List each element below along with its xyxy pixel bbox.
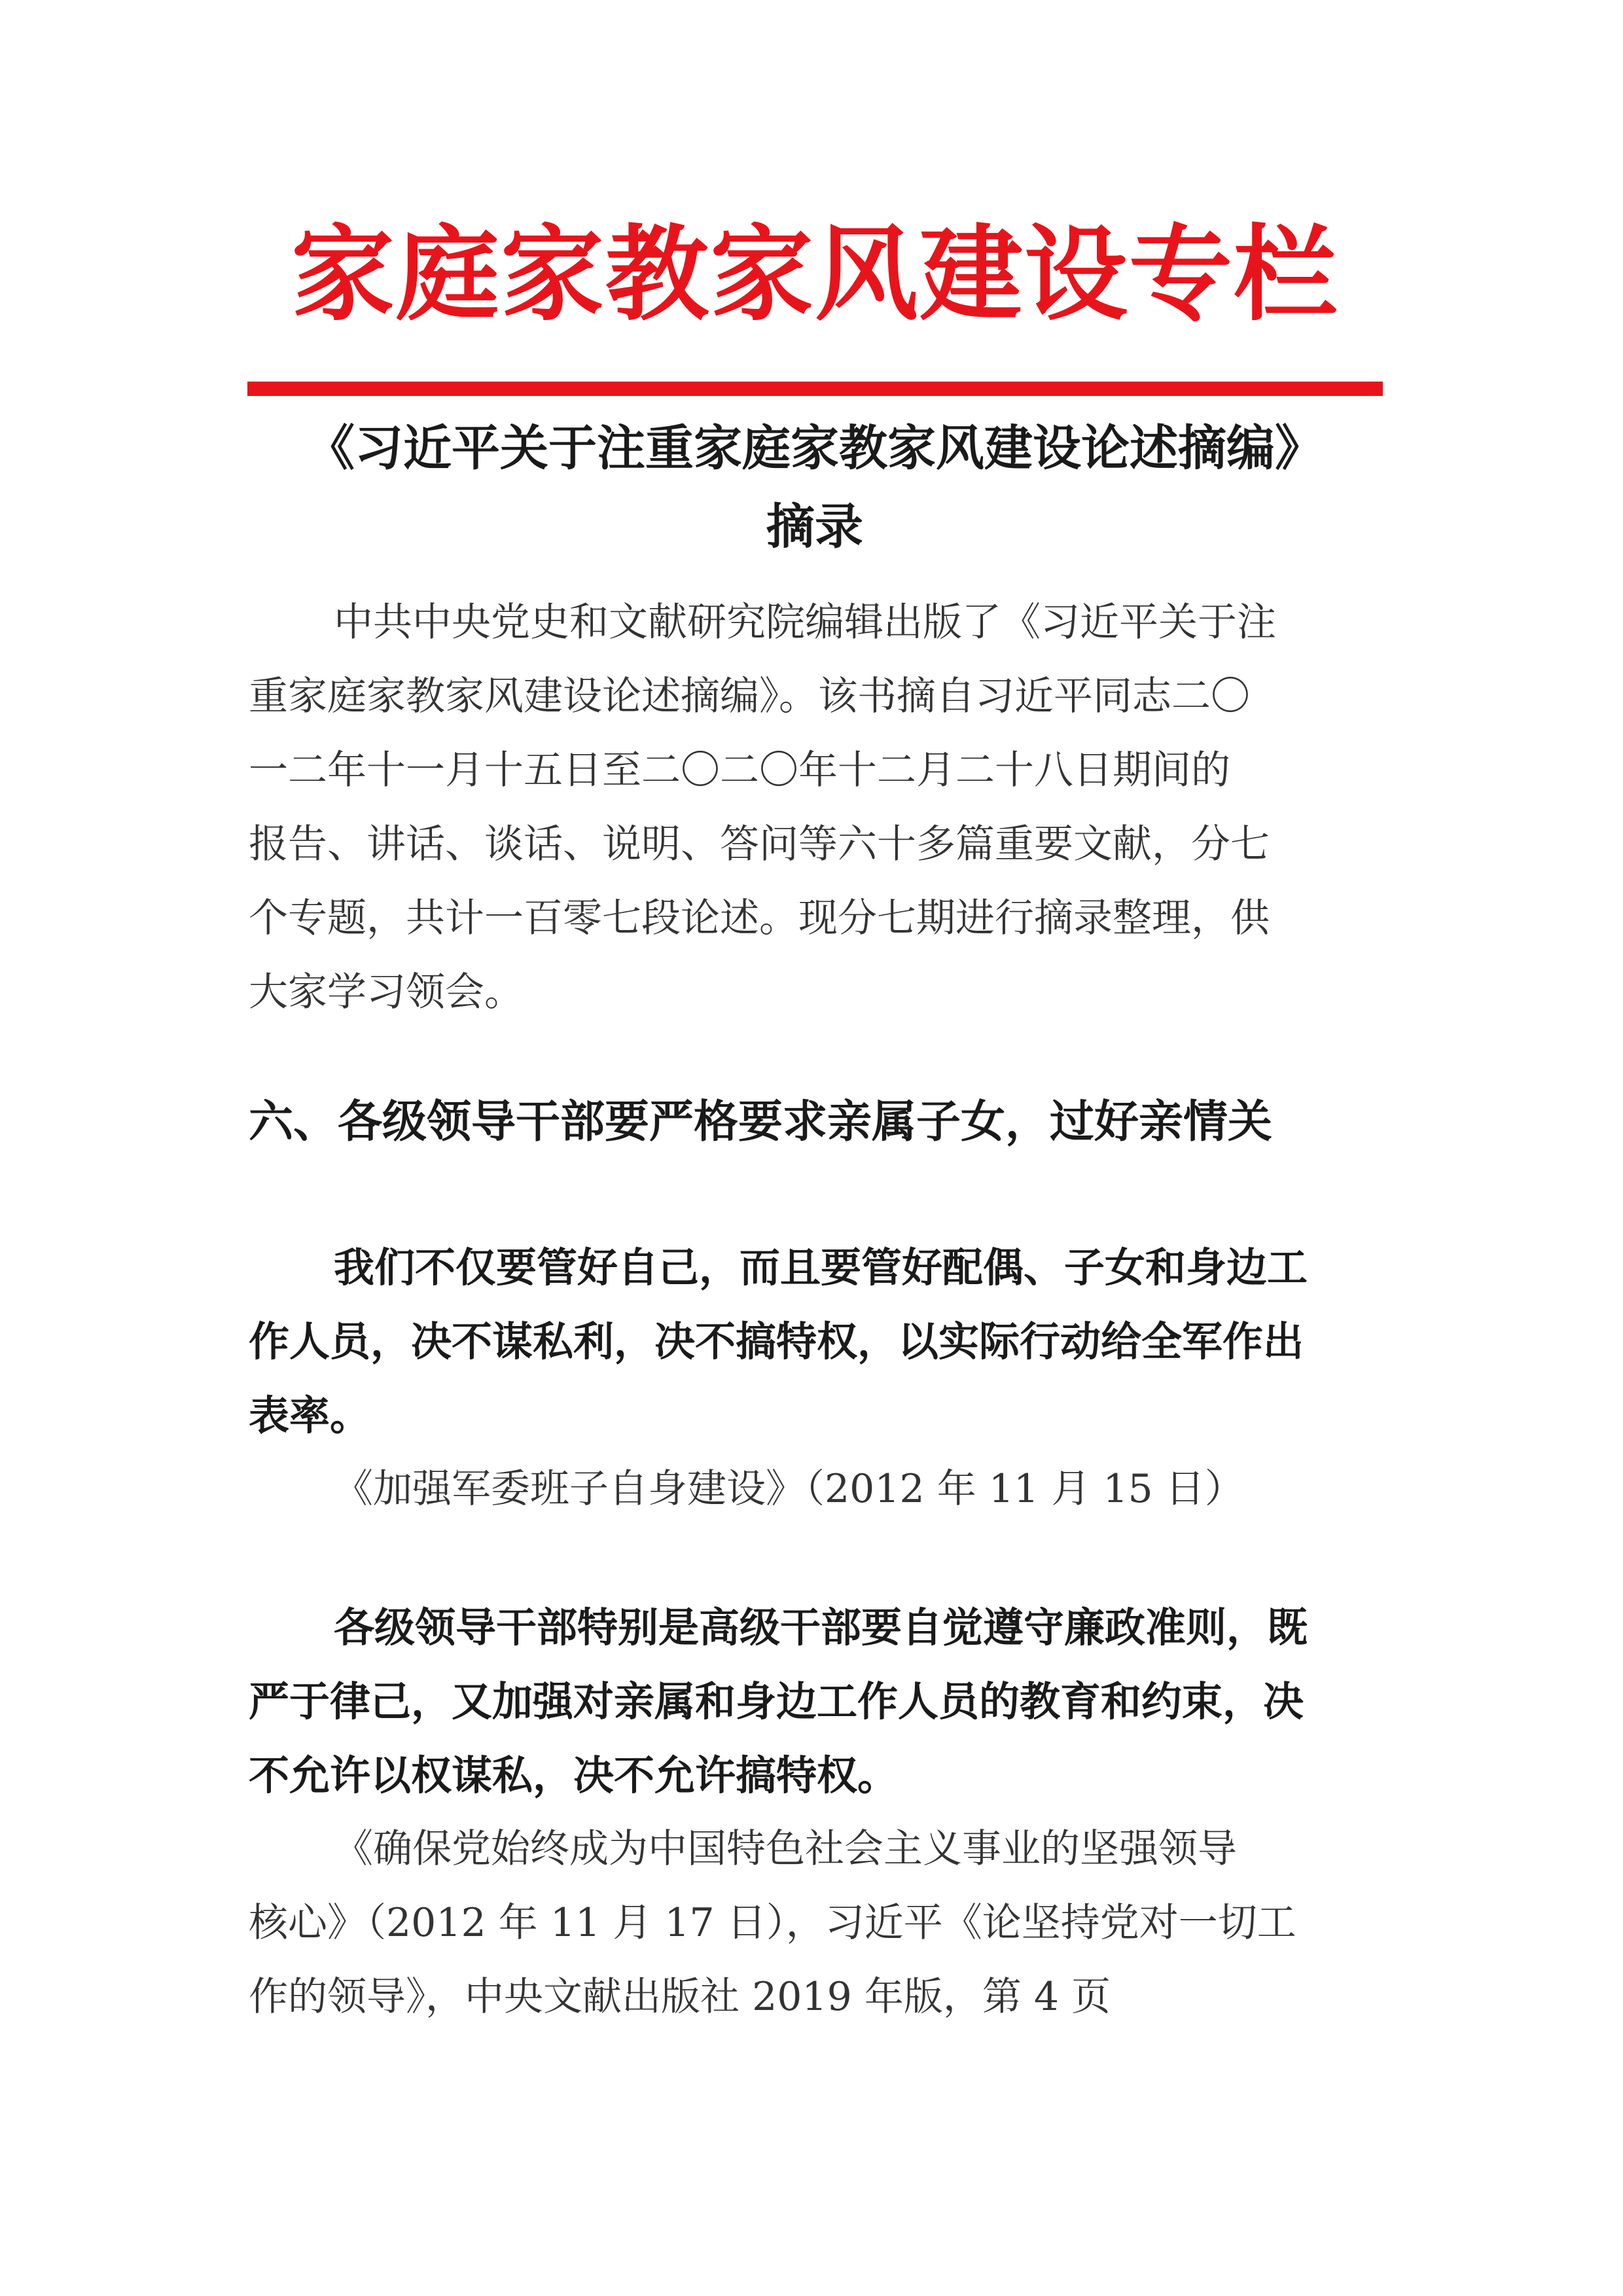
quote-2-text-line: 不允许以权谋私，决不允许搞特权。 <box>249 1751 899 1799</box>
quote-1-text-line: 表率。 <box>249 1391 371 1439</box>
article-title-line-2: 摘录 <box>766 499 863 555</box>
intro-line: 报告、讲话、谈话、说明、答问等六十多篇重要文献，分七 <box>249 821 1270 867</box>
intro-line: 中共中央党史和文献研究院编辑出版了《习近平关于注 <box>334 600 1276 645</box>
quote-2-source-line: 《确保党始终成为中国特色社会主义事业的坚强领导 <box>334 1826 1237 1872</box>
red-divider-rule <box>247 382 1383 396</box>
intro-paragraph <box>249 586 1381 1030</box>
quote-2-text-line: 严于律己，又加强对亲属和身边工作人员的教育和约束，决 <box>249 1677 1304 1725</box>
quote-1-source: 《加强军委班子自身建设》（2012 年 11 月 15 日） <box>334 1466 1244 1512</box>
article-title <box>242 409 1387 566</box>
intro-line: 个专题，共计一百零七段论述。现分七期进行摘录整理，供 <box>249 895 1270 941</box>
document-page <box>249 0 1381 2296</box>
section-heading: 六、各级领导干部要严格要求亲属子女，过好亲情关 <box>249 1096 1273 1148</box>
quote-1-text-line: 我们不仅要管好自己，而且要管好配偶、子女和身边工 <box>334 1244 1308 1291</box>
quote-1 <box>249 1230 1381 1526</box>
intro-line: 大家学习领会。 <box>249 969 524 1015</box>
intro-line: 一二年十一月十五日至二〇二〇年十二月二十八日期间的 <box>249 747 1230 793</box>
quote-1-text-line: 作人员，决不谋私利，决不搞特权，以实际行动给全军作出 <box>249 1318 1304 1365</box>
column-masthead: 家庭家教家风建设专栏 <box>291 214 1338 335</box>
quote-2-text-line: 各级领导干部特别是高级干部要自觉遵守廉政准则，既 <box>334 1604 1308 1651</box>
intro-line: 重家庭家教家风建设论述摘编》。该书摘自习近平同志二〇 <box>249 673 1250 719</box>
quote-2 <box>249 1590 1381 2034</box>
quote-2-source-line: 核心》（2012 年 11 月 17 日），习近平《论坚持党对一切工 <box>249 1900 1296 1946</box>
quote-2-source-line: 作的领导》，中央文献出版社 2019 年版，第 4 页 <box>249 1974 1111 2020</box>
article-title-line-1: 《习近平关于注重家庭家教家风建设论述摘编》 <box>306 420 1323 476</box>
